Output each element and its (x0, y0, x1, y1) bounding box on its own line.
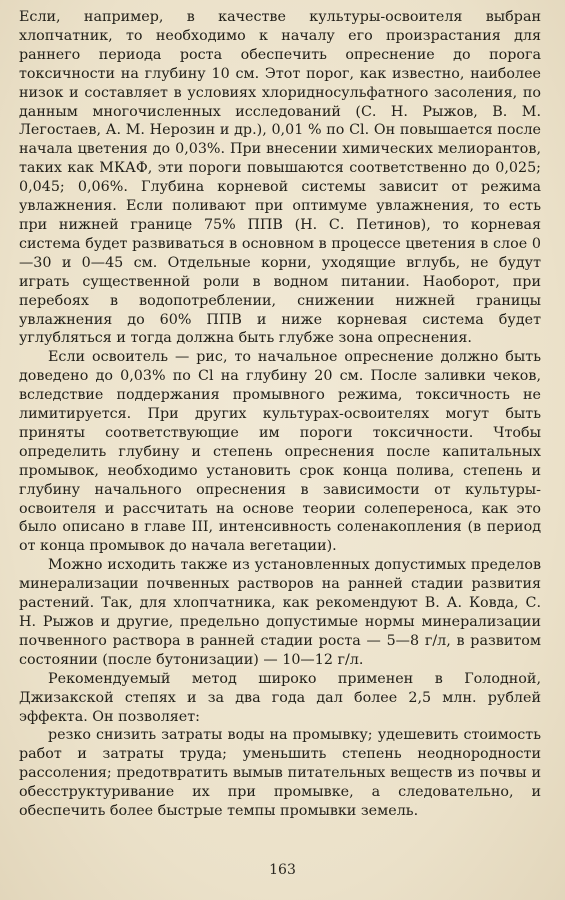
paragraph-rice-threshold: Если освоитель — рис, то начальное опреснение должно быть доведено до 0,03% по Cl на глубину 20 см. После заливки чеков, вследствие поддержания промывного режима, токсичность не лимитируется. При других культурах-освоителях могут быть приняты соответствующие им пороги токсичности. Чтобы определить глубину и степень опреснения после капитальных промывок, необходимо установить срок конца полива, степень и глубину начального опреснения в зависимости от культуры-освоителя и рассчитать на основе теории солепереноса, как это было описано в главе III, интенсивность соленакопления (в период от конца промывок до начала вегетации). (19, 349, 541, 555)
paragraph-method-results: Рекомендуемый метод широко применен в Голодной, Джизакской степях и за два года дал более 2,5 млн. рублей эффекта. Он позволяет: (19, 670, 541, 725)
paragraph-cotton-threshold: Если, например, в качестве культуры-освоителя выбран хлопчатник, то необходимо к началу его произрастания для раннего периода роста обеспечить опреснение до порога токсичности на глубину 10 см. Этот порог, как известно, наиболее низок и составляет в условиях хлоридносульфатного засоления, по данным многочисленных исследований (С. Н. Рыжов, В. М. Легостаев, А. М. Нерозин и др.), 0,01 % по Cl. Он повышается после начала цветения до 0,03%. При внесении химических мелиорантов, таких как МКАФ, эти пороги повышаются соответственно до 0,025; 0,045; 0,06%. Глубина корневой системы зависит от режима увлажнения. Если поливают при оптимуме увлажнения, то есть при нижней границе 75% ППВ (Н. С. Петинов), то корневая система будет развиваться в основном в процессе цветения в слое 0—30 и 0—45 см. Отдельные корни, уходящие вглубь, не будут играть существенной роли в водном питании. Наоборот, при перебоях в водопотреблении, снижении нижней границы увлажнения до 60% ППВ и ниже корневая система будет углубляться и тогда должна быть глубже зона опреснения. (19, 9, 541, 347)
page-number: 163 (269, 862, 296, 878)
paragraph-method-benefits: резко снизить затраты воды на промывку; удешевить стоимость работ и затраты труда; уменьшить степень неоднородности рассоления; предотвратить вымыв питательных веществ из почвы и обесструктуривание их при промывке, а следовательно, и обеспечить более быстрые темпы промывки земель. (19, 727, 541, 820)
page-body (19, 8, 541, 821)
paragraph-mineralization-limits: Можно исходить также из установленных допустимых пределов минерализации почвенных растворов на ранней стадии развития растений. Так, для хлопчатника, как рекомендуют В. А. Ковда, С. Н. Рыжов и другие, предельно допустимые нормы минерализации почвенного раствора в ранней стадии роста — 5—8 г/л, в развитом состоянии (после бутонизации) — 10—12 г/л. (19, 557, 541, 668)
